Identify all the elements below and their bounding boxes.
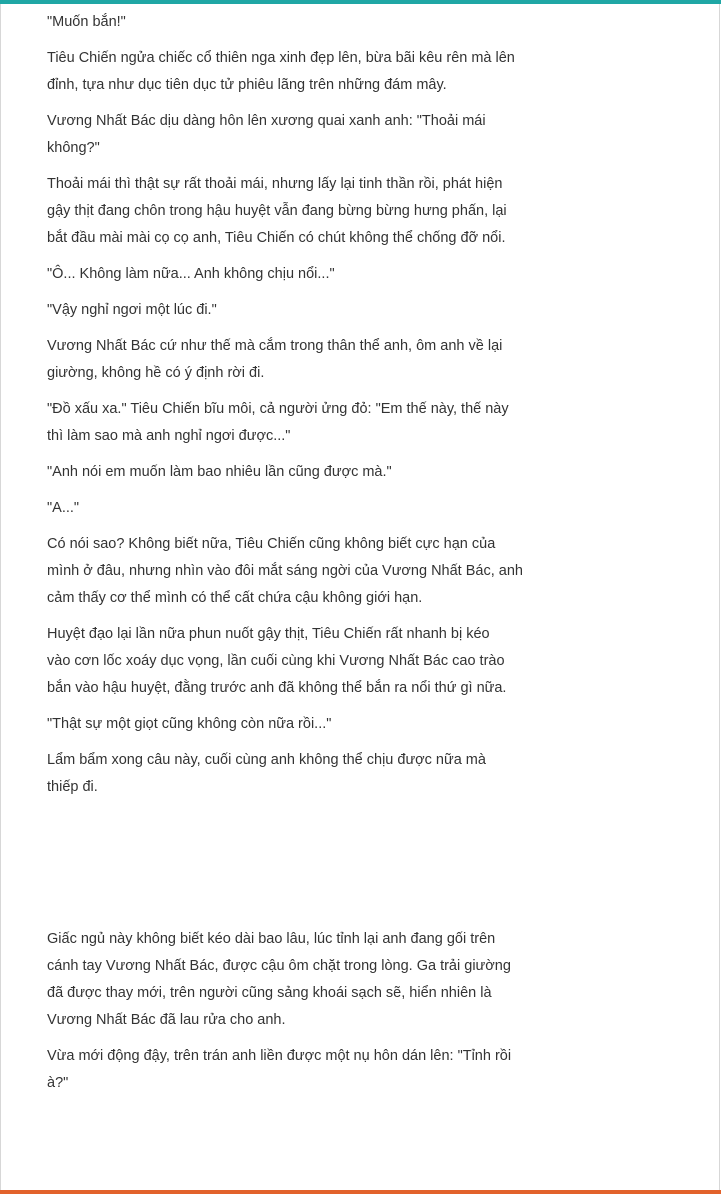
story-paragraph: Thoải mái thì thật sự rất thoải mái, nhưng lấy lại tinh thần rồi, phát hiện gậy thịt đang chôn trong hậu huyệt vẫn đang bừng bừng hưng phấn, lại bắt đầu mài mài cọ cọ anh, Tiêu Chiến có chút không thể chống đỡ nổi.	[47, 176, 507, 246]
story-paragraph: Lẩm bẩm xong câu này, cuối cùng anh không thể chịu được nữa mà thiếp đi.	[47, 752, 486, 795]
story-paragraph: Vừa mới động đậy, trên trán anh liền được một nụ hôn dán lên: "Tỉnh rồi à?"	[47, 1048, 512, 1091]
story-paragraph: "A..."	[47, 500, 80, 516]
story-paragraph: "Anh nói em muốn làm bao nhiêu lần cũng được mà."	[47, 464, 392, 480]
story-paragraph: "Thật sự một giọt cũng không còn nữa rồi..."	[47, 716, 332, 732]
bottom-accent-bar	[0, 1190, 721, 1194]
top-accent-bar	[0, 0, 721, 4]
scene-break	[47, 810, 595, 926]
story-paragraph: "Vậy nghỉ ngơi một lúc đi."	[47, 302, 217, 318]
story-paragraph: Huyệt đạo lại lần nữa phun nuốt gậy thịt, Tiêu Chiến rất nhanh bị kéo vào cơn lốc xoáy dục vọng, lần cuối cùng khi Vương Nhất Bác cao trào bắn vào hậu huyệt, đằng trước anh đã không thể bắn ra nổi thứ gì nữa.	[47, 626, 507, 696]
left-border	[0, 4, 1, 1190]
story-paragraph: Có nói sao? Không biết nữa, Tiêu Chiến cũng không biết cực hạn của mình ở đâu, nhưng nhìn vào đôi mắt sáng ngời của Vương Nhất Bác, anh cảm thấy cơ thể mình có thể cất chứa cậu không giới hạn.	[47, 536, 523, 606]
story-paragraph: Tiêu Chiến ngửa chiếc cổ thiên nga xinh đẹp lên, bừa bãi kêu rên mà lên đỉnh, tựa như dục tiên dục tử phiêu lãng trên những đám mây.	[47, 50, 515, 93]
story-paragraph: Giấc ngủ này không biết kéo dài bao lâu, lúc tỉnh lại anh đang gối trên cánh tay Vương Nhất Bác, được cậu ôm chặt trong lòng. Ga trải giường đã được thay mới, trên người cũng sảng khoái sạch sẽ, hiển nhiên là Vương Nhất Bác đã lau rửa cho anh.	[47, 931, 511, 1028]
story-paragraph: "Muốn bắn!"	[47, 14, 126, 30]
right-border	[719, 4, 720, 1190]
story-paragraph: "Ô... Không làm nữa... Anh không chịu nổi..."	[47, 266, 335, 282]
story-paragraph: Vương Nhất Bác cứ như thế mà cắm trong thân thể anh, ôm anh về lại giường, không hề có ý định rời đi.	[47, 338, 503, 381]
story-paragraph: Vương Nhất Bác dịu dàng hôn lên xương quai xanh anh: "Thoải mái không?"	[47, 113, 486, 156]
story-content	[47, 9, 595, 1106]
story-paragraph: "Đồ xấu xa." Tiêu Chiến bĩu môi, cả người ửng đỏ: "Em thế này, thế này thì làm sao mà anh nghỉ ngơi được..."	[47, 401, 509, 444]
